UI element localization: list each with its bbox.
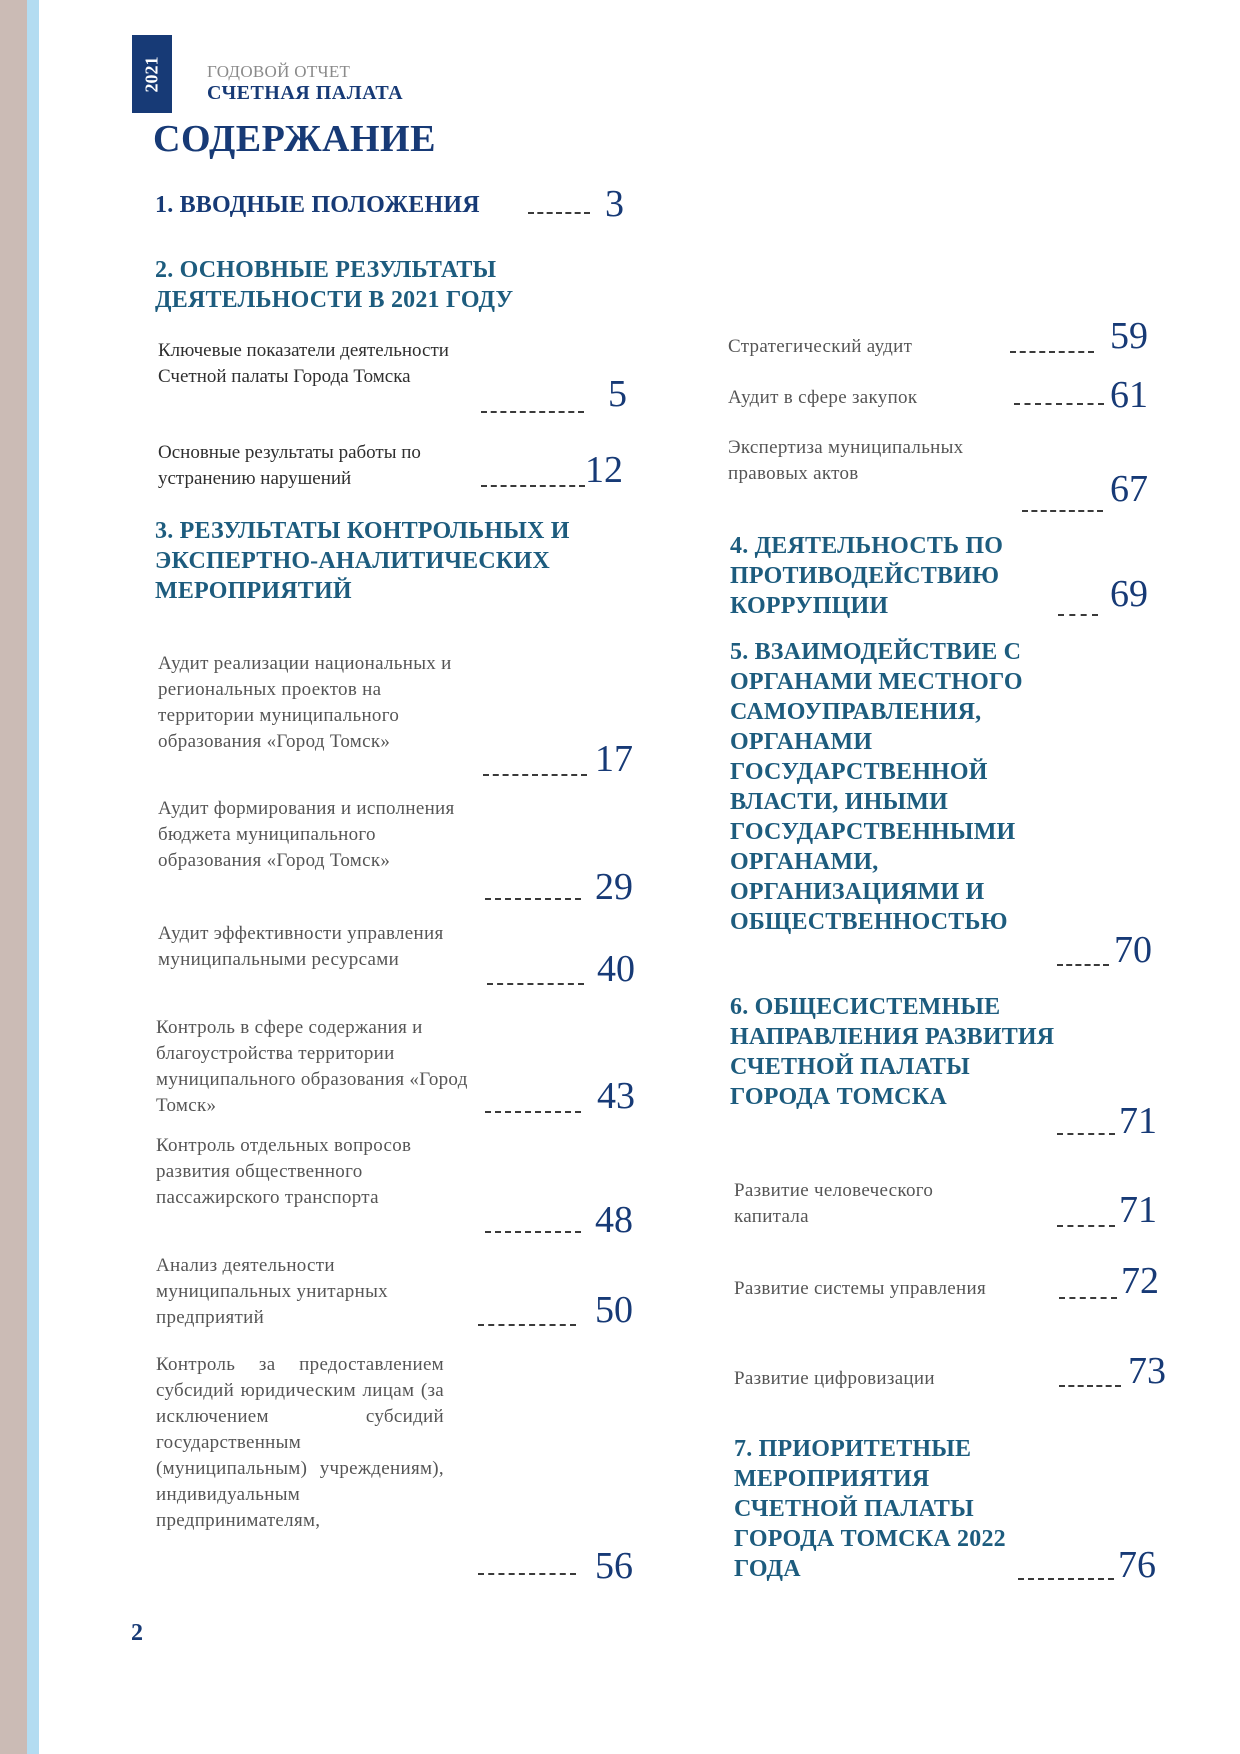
leader-dots [1018,1578,1114,1580]
toc-page-2-1: 5 [608,373,627,415]
toc-item-6-3[interactable]: Развитие цифровизации [734,1368,935,1389]
organization-name: СЧЕТНАЯ ПАЛАТА [207,82,404,104]
leader-dots [478,1324,576,1326]
toc-item-3-3[interactable]: Аудит эффективности управления муниципальными ресурсами [158,923,444,970]
toc-item-3-4[interactable]: Контроль в сфере содержания и благоустройства территории муниципального образования «Город Томск» [156,1017,468,1116]
toc-section-4[interactable]: 4. ДЕЯТЕЛЬНОСТЬ ПО ПРОТИВОДЕЙСТВИЮ КОРРУПЦИИ [730,533,1004,619]
toc-item-3-2[interactable]: Аудит формирования и исполнения бюджета муниципального образования «Город Томск» [158,798,455,871]
toc-page-5: 70 [1114,929,1152,971]
leader-dots [1059,1297,1117,1299]
toc-page-3-2: 29 [595,866,633,908]
page-title: СОДЕРЖАНИЕ [153,118,436,160]
toc-page-6: 71 [1119,1100,1157,1142]
toc-item-6-1[interactable]: Развитие человеческого капитала [734,1180,934,1227]
leader-dots [1010,351,1094,353]
toc-item-3-1[interactable]: Аудит реализации национальных и региональных проектов на территории муниципального образования «Город Томск» [158,653,452,752]
toc-section-2[interactable]: 2. ОСНОВНЫЕ РЕЗУЛЬТАТЫ ДЕЯТЕЛЬНОСТИ В 2021 ГОДУ [155,257,514,313]
toc-item-3-9[interactable]: Аудит в сфере закупок [728,387,918,408]
toc-page-1: 3 [605,183,624,225]
leader-dots [1057,1225,1115,1227]
toc-item-3-7[interactable]: Контроль за предоставлением субсидий юридическим лицам (за исключением субсидий государственным (муниципальным) учреждениям), индивидуальным предпринимателям, [156,1354,444,1531]
toc-page-3-5: 48 [595,1199,633,1241]
leader-dots [481,485,585,487]
leader-dots [1057,964,1109,966]
toc-page-3-6: 50 [595,1289,633,1331]
toc-item-2-1[interactable]: Ключевые показатели деятельности Счетной палаты Города Томска [158,340,449,387]
toc-page-3-3: 40 [597,948,635,990]
leader-dots [1057,1133,1115,1135]
leader-dots [485,898,581,900]
page-number: 2 [131,1620,143,1646]
leader-dots [528,212,590,214]
toc-page-2-2: 12 [585,449,623,491]
toc-item-6-2[interactable]: Развитие системы управления [734,1278,987,1299]
leader-dots [1059,1385,1121,1387]
toc-page-3-1: 17 [595,738,633,780]
year-text: 2021 [141,56,162,92]
toc-page-6-2: 72 [1121,1260,1159,1302]
toc-item-2-2[interactable]: Основные результаты работы по устранению нарушений [158,442,421,489]
leader-dots [483,774,587,776]
toc-page-3-7: 56 [595,1545,633,1587]
toc-item-3-10[interactable]: Экспертиза муниципальных правовых актов [728,437,964,484]
toc-page-6-3: 73 [1128,1350,1166,1392]
leader-dots [485,1231,581,1233]
year-badge [132,35,172,113]
toc-section-6[interactable]: 6. ОБЩЕСИСТЕМНЫЕ НАПРАВЛЕНИЯ РАЗВИТИЯ СЧЕТНОЙ ПАЛАТЫ ГОРОДА ТОМСКА [730,994,1055,1110]
report-subtitle: ГОДОВОЙ ОТЧЕТ [207,62,351,81]
toc-page-7: 76 [1118,1544,1156,1586]
left-decor-bar-blue [27,0,39,1754]
toc-section-1[interactable]: 1. ВВОДНЫЕ ПОЛОЖЕНИЯ [155,192,480,218]
leader-dots [487,983,584,985]
leader-dots [485,1111,581,1113]
toc-item-3-5[interactable]: Контроль отдельных вопросов развития общественного пассажирского транспорта [156,1135,412,1208]
leader-dots [1058,614,1098,616]
toc-section-7[interactable]: 7. ПРИОРИТЕТНЫЕ МЕРОПРИЯТИЯ СЧЕТНОЙ ПАЛАТЫ ГОРОДА ТОМСКА 2022 ГОДА [734,1436,1006,1582]
leader-dots [1022,510,1103,512]
left-decor-bar-rose [0,0,27,1754]
toc-item-3-8[interactable]: Стратегический аудит [728,336,913,357]
toc-page-3-10: 67 [1110,468,1148,510]
toc-page-4: 69 [1110,573,1148,615]
leader-dots [481,411,584,413]
toc-item-3-6[interactable]: Анализ деятельности муниципальных унитарных предприятий [156,1255,388,1328]
toc-page-6-1: 71 [1119,1189,1157,1231]
toc-page-3-8: 59 [1110,315,1148,357]
toc-section-3[interactable]: 3. РЕЗУЛЬТАТЫ КОНТРОЛЬНЫХ И ЭКСПЕРТНО-АНАЛИТИЧЕСКИХ МЕРОПРИЯТИЙ [155,518,570,604]
toc-section-5[interactable]: 5. ВЗАИМОДЕЙСТВИЕ С ОРГАНАМИ МЕСТНОГО САМОУПРАВЛЕНИЯ, ОРГАНАМИ ГОСУДАРСТВЕННОЙ ВЛАСТИ, ИНЫМИ ГОСУДАРСТВЕННЫМИ ОРГАНАМИ, ОРГАНИЗАЦИЯМИ И ОБЩЕСТВЕННОСТЬЮ [730,639,1023,935]
leader-dots [1014,403,1104,405]
leader-dots [478,1573,576,1575]
toc-page-3-4: 43 [597,1075,635,1117]
toc-page-3-9: 61 [1110,374,1148,416]
